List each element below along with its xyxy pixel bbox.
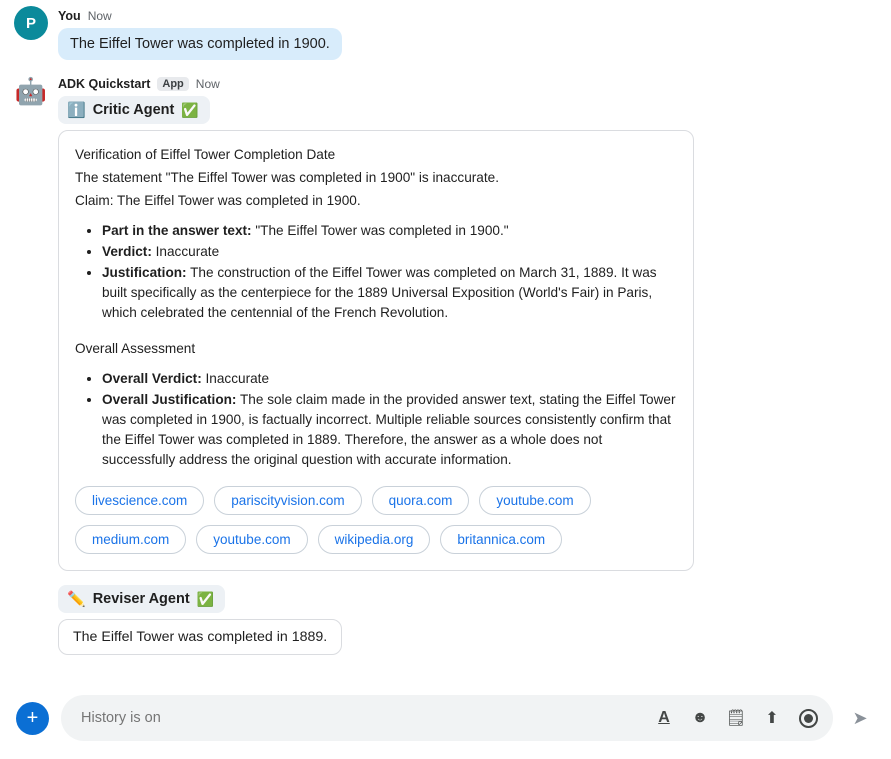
user-message [14, 6, 877, 60]
source-chip[interactable]: quora.com [372, 486, 470, 515]
source-chip[interactable]: livescience.com [75, 486, 204, 515]
emoji-icon[interactable]: ☻ [691, 709, 709, 726]
format-text-icon[interactable]: A [658, 709, 670, 726]
list-item [102, 221, 677, 241]
source-chip[interactable]: youtube.com [479, 486, 590, 515]
overall-assessment-title: Overall Assessment [75, 341, 196, 356]
critic-heading: Verification of Eiffel Tower Completion Date [75, 147, 336, 162]
check-mark-icon: ✅ [181, 101, 199, 118]
critic-line-2: Claim: The Eiffel Tower was completed in 1900. [75, 193, 361, 208]
record-icon[interactable] [797, 707, 819, 729]
check-mark-icon: ✅ [196, 590, 215, 607]
composer [0, 685, 891, 759]
sticker-icon[interactable]: 🗒 [725, 710, 747, 727]
user-author: You [58, 9, 81, 23]
point-text: The construction of the Eiffel Tower was completed on March 31, 1889. It was built specifically as the centerpiece for the 1889 Universal Exposition (World's Fair) in Paris, which celebrated the centennial of the French Revolution. [102, 265, 657, 320]
robot-icon: 🤖 [14, 76, 48, 106]
info-icon: ℹ️ [67, 102, 86, 119]
source-chip[interactable]: wikipedia.org [318, 525, 431, 554]
source-chip[interactable]: britannica.com [440, 525, 562, 554]
critic-card [58, 130, 694, 571]
source-chip[interactable]: medium.com [75, 525, 186, 554]
agent-message-body [58, 74, 877, 130]
user-message-text: The Eiffel Tower was completed in 1900. [58, 28, 342, 60]
message-input-wrap[interactable] [61, 695, 833, 741]
critic-agent-header[interactable] [58, 96, 210, 124]
reviser-agent-title: Reviser Agent [92, 591, 190, 607]
source-chip[interactable]: youtube.com [196, 525, 307, 554]
overall-points-list [75, 369, 677, 470]
reviser-section [58, 585, 877, 655]
user-timestamp: Now [87, 9, 112, 23]
critic-line-1: The statement "The Eiffel Tower was completed in 1900" is inaccurate. [75, 170, 499, 185]
point-label: Justification: [102, 265, 187, 280]
point-label: Part in the answer text: [102, 223, 252, 238]
list-item [102, 390, 677, 470]
pencil-icon: ✏️ [67, 591, 86, 608]
send-icon[interactable]: ➤ [852, 707, 868, 728]
list-item [102, 242, 677, 262]
upload-icon[interactable]: ⬆ [765, 710, 779, 727]
point-label: Overall Verdict: [102, 371, 202, 386]
point-text: Inaccurate [151, 244, 220, 259]
agent-timestamp: Now [195, 77, 220, 91]
point-text: "The Eiffel Tower was completed in 1900." [251, 223, 509, 238]
add-attachment-button[interactable]: + [16, 702, 49, 735]
list-item [102, 369, 677, 389]
point-text: The sole claim made in the provided answer text, stating the Eiffel Tower was completed in 1900, is factually incorrect. Multiple reliable sources consistently confirm that the Eiffel Tower was completed in 1889. Therefore, the answer as a whole does not successfully address the original question with accurate information. [102, 392, 676, 467]
user-message-body [58, 6, 877, 60]
message-input[interactable] [79, 709, 639, 727]
reviser-answer-text: The Eiffel Tower was completed in 1889. [58, 619, 342, 655]
source-chip[interactable]: pariscityvision.com [214, 486, 361, 515]
agent-message [14, 74, 877, 130]
critic-agent-title: Critic Agent [92, 102, 175, 118]
agent-author: ADK Quickstart [58, 77, 151, 91]
critic-card-wrap [58, 130, 877, 571]
agent-message-meta [58, 76, 877, 92]
user-message-meta [58, 8, 877, 24]
app-badge: App [157, 77, 188, 91]
list-item [102, 263, 677, 323]
point-label: Verdict: [102, 244, 152, 259]
point-text: Inaccurate [201, 371, 270, 386]
point-label: Overall Justification: [102, 392, 237, 407]
critic-points-list [75, 221, 677, 323]
reviser-agent-header[interactable] [58, 585, 225, 613]
avatar: P [14, 6, 48, 40]
source-chip-list [75, 486, 677, 554]
